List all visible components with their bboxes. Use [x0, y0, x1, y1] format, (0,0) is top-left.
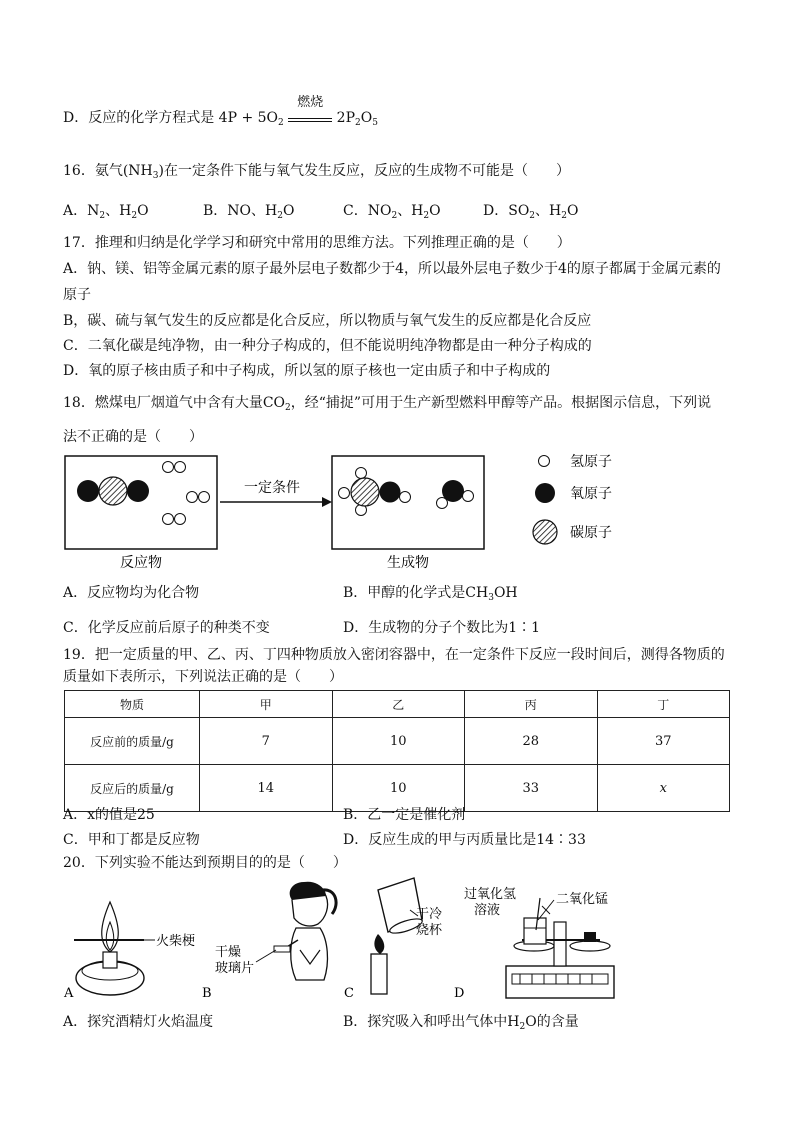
legend-carbon: 碳原子	[570, 525, 612, 541]
hydrogen-atom	[339, 488, 350, 499]
reactant-label: 反应物	[120, 555, 162, 571]
figure-label-a: A	[64, 986, 74, 1001]
table-header-cell: 丁	[597, 691, 730, 718]
legend-oxygen: 氧原子	[570, 486, 612, 502]
q17-stem: 17．推理和归纳是化学学习和研究中常用的思维方法。下列推理正确的是（ ）	[63, 235, 571, 251]
hydrogen-atom	[187, 492, 198, 503]
table-cell: x	[597, 765, 730, 812]
carbon-atom	[351, 478, 379, 506]
q19-stem-cont: 质量如下表所示，下列说法正确的是（ ）	[63, 669, 343, 685]
q16-option-a: A．$N_2$、$H_2O$	[63, 203, 149, 221]
carbon-atom	[99, 477, 127, 505]
molecule-reaction-diagram	[60, 450, 640, 575]
q15-option-d: D．反应的化学方程式是 $4P + 5O_2$ 燃烧 $2P_2O_5$	[63, 95, 378, 128]
table-cell: 33	[465, 765, 598, 812]
label-cold-2: 烧杯	[416, 923, 443, 938]
girl-figure	[274, 882, 336, 980]
figure-label-b: B	[202, 986, 212, 1001]
hydrogen-atom	[437, 498, 448, 509]
table-header-cell: 甲	[200, 691, 333, 718]
q16-option-d: D．$SO_2$、$H_2O$	[483, 203, 579, 221]
label-dry-2: 玻璃片	[215, 961, 255, 976]
q19-stem: 19．把一定质量的甲、乙、丙、丁四种物质放入密闭容器中，在一定条件下反应一段时间后，测得各物质的	[63, 647, 725, 663]
table-cell: 10	[332, 765, 465, 812]
experiment-figures	[60, 870, 640, 1005]
label-dry-1: 干燥	[215, 945, 242, 960]
q19-option-a: A．x的值是25	[63, 807, 155, 823]
q19-option-b: B．乙一定是催化剂	[343, 807, 466, 823]
reaction-condition: 燃烧	[297, 95, 324, 110]
hydrogen-atom	[400, 492, 411, 503]
condition-label: 一定条件	[244, 480, 300, 496]
figure-label-d: D	[454, 986, 465, 1001]
carbon-atom	[533, 520, 557, 544]
q20-option-a: A．探究酒精灯火焰温度	[63, 1014, 214, 1030]
hydrogen-atom	[463, 491, 474, 502]
table-cell: 反应后的质量/g	[65, 765, 200, 812]
q18-option-b: B．甲醇的化学式是$CH_3OH$	[343, 585, 518, 603]
q18-stem-cont: 法不正确的是（ ）	[63, 429, 203, 445]
q17-option-a-cont: 原子	[63, 287, 91, 303]
mass-table	[64, 690, 730, 812]
table-cell: 37	[597, 718, 730, 765]
q17-option-b: B，碳、硫与氧气发生的反应都是化合反应，所以物质与氧气发生的反应都是化合反应	[63, 313, 592, 329]
table-row	[65, 718, 730, 765]
q17-option-a: A．钠、镁、铝等金属元素的原子最外层电子数都少于4，所以最外层电子数少于4的原子都属于金属元素的	[63, 261, 721, 277]
oxygen-atom	[535, 483, 555, 503]
legend-hydrogen: 氢原子	[570, 454, 612, 470]
q18-option-c: C．化学反应前后原子的种类不变	[63, 620, 270, 636]
q17-option-c: C．二氧化碳是纯净物，由一种分子构成的，但不能说明纯净物都是由一种分子构成的	[63, 338, 592, 354]
label-cold-1: 干冷	[416, 907, 443, 922]
q16-option-b: B．NO、$H_2O$	[203, 203, 295, 221]
q20-stem: 20．下列实验不能达到预期目的的是（ ）	[63, 855, 347, 871]
oxygen-atom	[127, 480, 149, 502]
q19-option-c: C．甲和丁都是反应物	[63, 832, 200, 848]
q16-stem: 16．氨气$(NH_3)$在一定条件下能与氧气发生反应，反应的生成物不可能是（ ）	[63, 163, 570, 181]
q16-option-c: C．$NO_2$、$H_2O$	[343, 203, 441, 221]
table-header-cell: 乙	[332, 691, 465, 718]
oxygen-atom	[380, 482, 401, 503]
alcohol-lamp-figure	[74, 902, 144, 995]
hydrogen-atom	[539, 456, 550, 467]
label-mno2: 二氧化锰	[556, 892, 609, 907]
q18-option-a: A．反应物均为化合物	[63, 585, 200, 601]
product-box	[332, 456, 484, 549]
table-cell: 28	[465, 718, 598, 765]
figure-label-c: C	[344, 986, 354, 1001]
hydrogen-atom	[175, 514, 186, 525]
oxygen-atom	[77, 480, 99, 502]
hydrogen-atom	[163, 462, 174, 473]
table-cell: 7	[200, 718, 333, 765]
table-header-cell: 物质	[65, 691, 200, 718]
label-h2o2-2: 溶液	[474, 903, 501, 918]
table-header-cell: 丙	[465, 691, 598, 718]
table-cell: 14	[200, 765, 333, 812]
hydrogen-atom	[163, 514, 174, 525]
table-cell: 反应前的质量/g	[65, 718, 200, 765]
q20-option-b: B．探究吸入和呼出气体中$H_2O$的含量	[343, 1014, 579, 1032]
q19-option-d: D．反应生成的甲与丙质量比是14∶33	[343, 832, 586, 848]
product-label: 生成物	[387, 555, 429, 571]
q18-option-d: D．生成物的分子个数比为1∶1	[343, 620, 541, 636]
q18-stem: 18．燃煤电厂烟道气中含有大量$CO_2$，经“捕捉”可用于生产新型燃料甲醇等产品。根据图示信息，下列说	[63, 395, 712, 413]
table-header-row	[65, 691, 730, 718]
q17-option-d: D．氧的原子核由质子和中子构成，所以氢的原子核也一定由质子和中子构成的	[63, 363, 551, 379]
label-h2o2-1: 过氧化氢	[464, 887, 517, 902]
hydrogen-atom	[199, 492, 210, 503]
hydrogen-atom	[356, 468, 367, 479]
label-matchstick: 火柴梗	[156, 934, 196, 949]
table-cell: 10	[332, 718, 465, 765]
hydrogen-atom	[175, 462, 186, 473]
balance-figure	[506, 898, 614, 998]
